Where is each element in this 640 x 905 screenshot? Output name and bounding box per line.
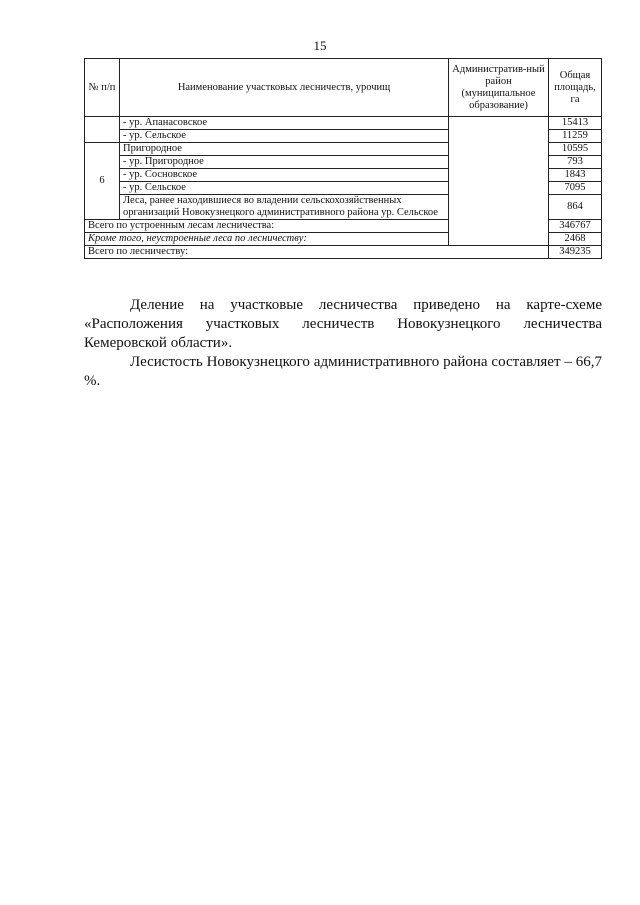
total-value: 346767 bbox=[549, 220, 602, 233]
name-cell: - ур. Сельское bbox=[120, 130, 449, 143]
total-label: Всего по устроенным лесам лесничества: bbox=[85, 220, 449, 233]
paragraph: Лесистость Новокузнецкого административного района составляет – 66,7 %. bbox=[84, 354, 602, 389]
num-cell: 6 bbox=[85, 143, 120, 220]
total-value: 349235 bbox=[549, 246, 602, 259]
area-cell: 793 bbox=[549, 156, 602, 169]
header-num: № п/п bbox=[85, 59, 120, 117]
page-number: 15 bbox=[313, 38, 327, 53]
name-cell: - ур. Апанасовское bbox=[120, 117, 449, 130]
num-cell-empty bbox=[85, 117, 120, 143]
paragraph: Деление на участковые лесничества приведено на карте-схеме «Расположения участковых лесничеств Новокузнецкого лесничества Кемеровской области». bbox=[84, 297, 602, 351]
total-value: 2468 bbox=[549, 233, 602, 246]
name-cell: - ур. Пригородное bbox=[120, 156, 449, 169]
table-header-row bbox=[85, 59, 602, 117]
table-row bbox=[85, 117, 602, 130]
area-cell: 11259 bbox=[549, 130, 602, 143]
group-title-cell: Пригородное bbox=[120, 143, 449, 156]
area-cell: 1843 bbox=[549, 169, 602, 182]
total-label: Всего по лесничеству: bbox=[85, 246, 549, 259]
header-area: Общая площадь, га bbox=[549, 59, 602, 117]
header-district: Административ-ный район (муниципальное образование) bbox=[449, 59, 549, 117]
area-cell: 15413 bbox=[549, 117, 602, 130]
name-cell: Леса, ранее находившиеся во владении сельскохозяйственных организаций Новокузнецкого административного района ур. Сельское bbox=[120, 195, 449, 220]
forestry-table bbox=[84, 58, 602, 259]
name-cell: - ур. Сосновское bbox=[120, 169, 449, 182]
total-row bbox=[85, 246, 602, 259]
name-cell: - ур. Сельское bbox=[120, 182, 449, 195]
total-label: Кроме того, неустроенные леса по лесничеству: bbox=[85, 233, 449, 246]
area-cell: 864 bbox=[549, 195, 602, 220]
group-area-cell: 10595 bbox=[549, 143, 602, 156]
body-text bbox=[84, 296, 602, 391]
header-name: Наименование участковых лесничеств, урочищ bbox=[120, 59, 449, 117]
district-cell bbox=[449, 117, 549, 246]
area-cell: 7095 bbox=[549, 182, 602, 195]
